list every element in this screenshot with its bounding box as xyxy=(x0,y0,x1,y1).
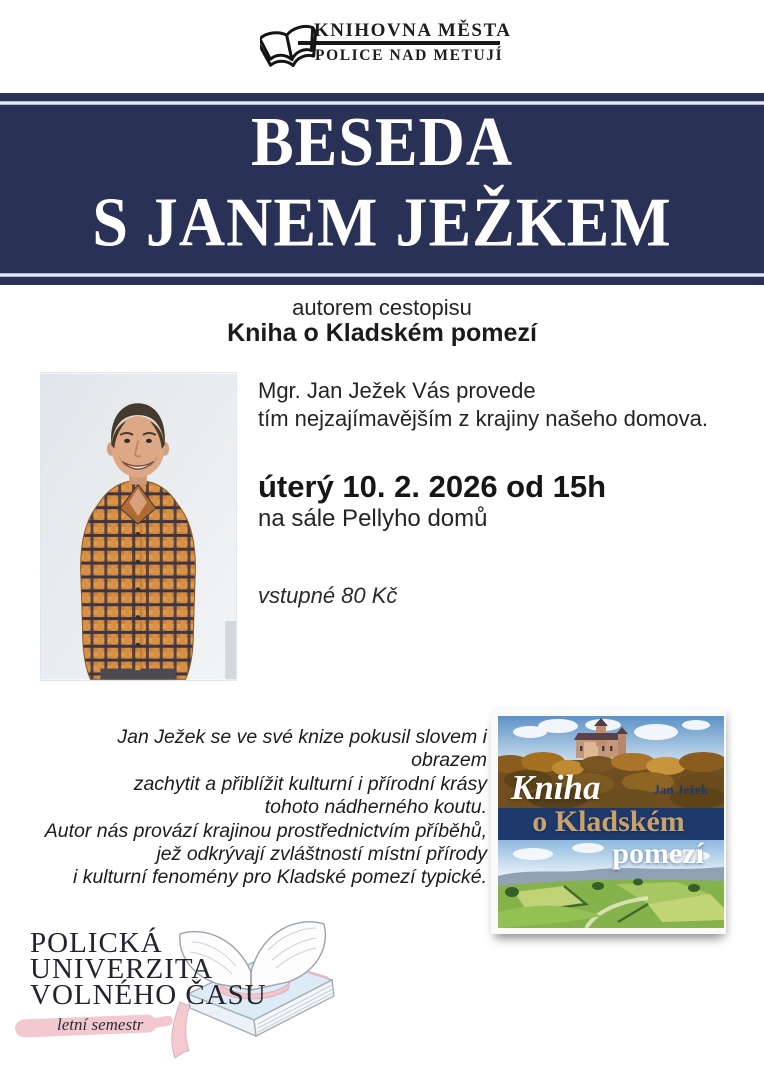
event-title-line1: BESEDA xyxy=(250,102,514,181)
organisation-line3: VOLNÉHO ČASU xyxy=(30,978,267,1011)
library-name-line2: POLICE NAD METUJÍ xyxy=(315,47,504,64)
event-title-line2: S JANEM JEŽKEM xyxy=(92,182,672,261)
speaker-intro xyxy=(258,377,708,432)
about-line: zachytit a přiblížit kulturní i přírodní krásy xyxy=(133,772,487,795)
speaker-photo xyxy=(40,372,237,681)
book-cover-title-word2: o Kladském xyxy=(532,805,685,838)
about-line: Autor nás provází krajinou prostřednictvím příběhů, xyxy=(44,819,487,842)
event-title xyxy=(0,101,764,262)
book-cover-title-word1: Kniha xyxy=(511,768,601,807)
library-logo xyxy=(258,14,512,76)
semester-label: letní semestr xyxy=(57,1015,144,1034)
library-name-line1: KNIHOVNA MĚSTA xyxy=(314,20,512,41)
event-admission: vstupné 80 Kč xyxy=(258,583,398,608)
organisation-line2: UNIVERZITA xyxy=(30,952,214,985)
about-line: tohoto nádherného koutu. xyxy=(264,796,487,819)
subtitle-role: autorem cestopisu xyxy=(292,295,472,320)
about-line: i kulturní fenomény pro Kladské pomezí typické. xyxy=(72,866,487,889)
event-datetime: úterý 10. 2. 2026 od 15h xyxy=(258,469,607,504)
open-book-icon xyxy=(260,20,318,72)
banner-rule-bottom xyxy=(0,273,764,277)
speaker-intro-line1: Mgr. Jan Ježek Vás provede xyxy=(258,378,536,403)
speaker-intro-line2: tím nejzajímavějším z krajiny našeho domova. xyxy=(258,405,708,431)
subtitle-book-title: Kniha o Kladském pomezí xyxy=(227,319,537,347)
about-book-paragraph xyxy=(40,726,487,890)
book-cover-author: Jan Ježek xyxy=(653,782,708,797)
organisation-name xyxy=(30,927,267,1011)
title-banner xyxy=(0,93,764,285)
book-cover-title-word3: pomezí xyxy=(612,837,704,870)
event-venue: na sále Pellyho domů xyxy=(258,505,488,532)
about-line: Jan Ježek se ve své knize pokusil slovem i obrazem xyxy=(117,726,487,772)
about-line: jež odkrývají zvláštností místní přírody xyxy=(156,843,487,866)
organisation-line1: POLICKÁ xyxy=(30,927,163,959)
book-cover-image xyxy=(491,708,726,934)
